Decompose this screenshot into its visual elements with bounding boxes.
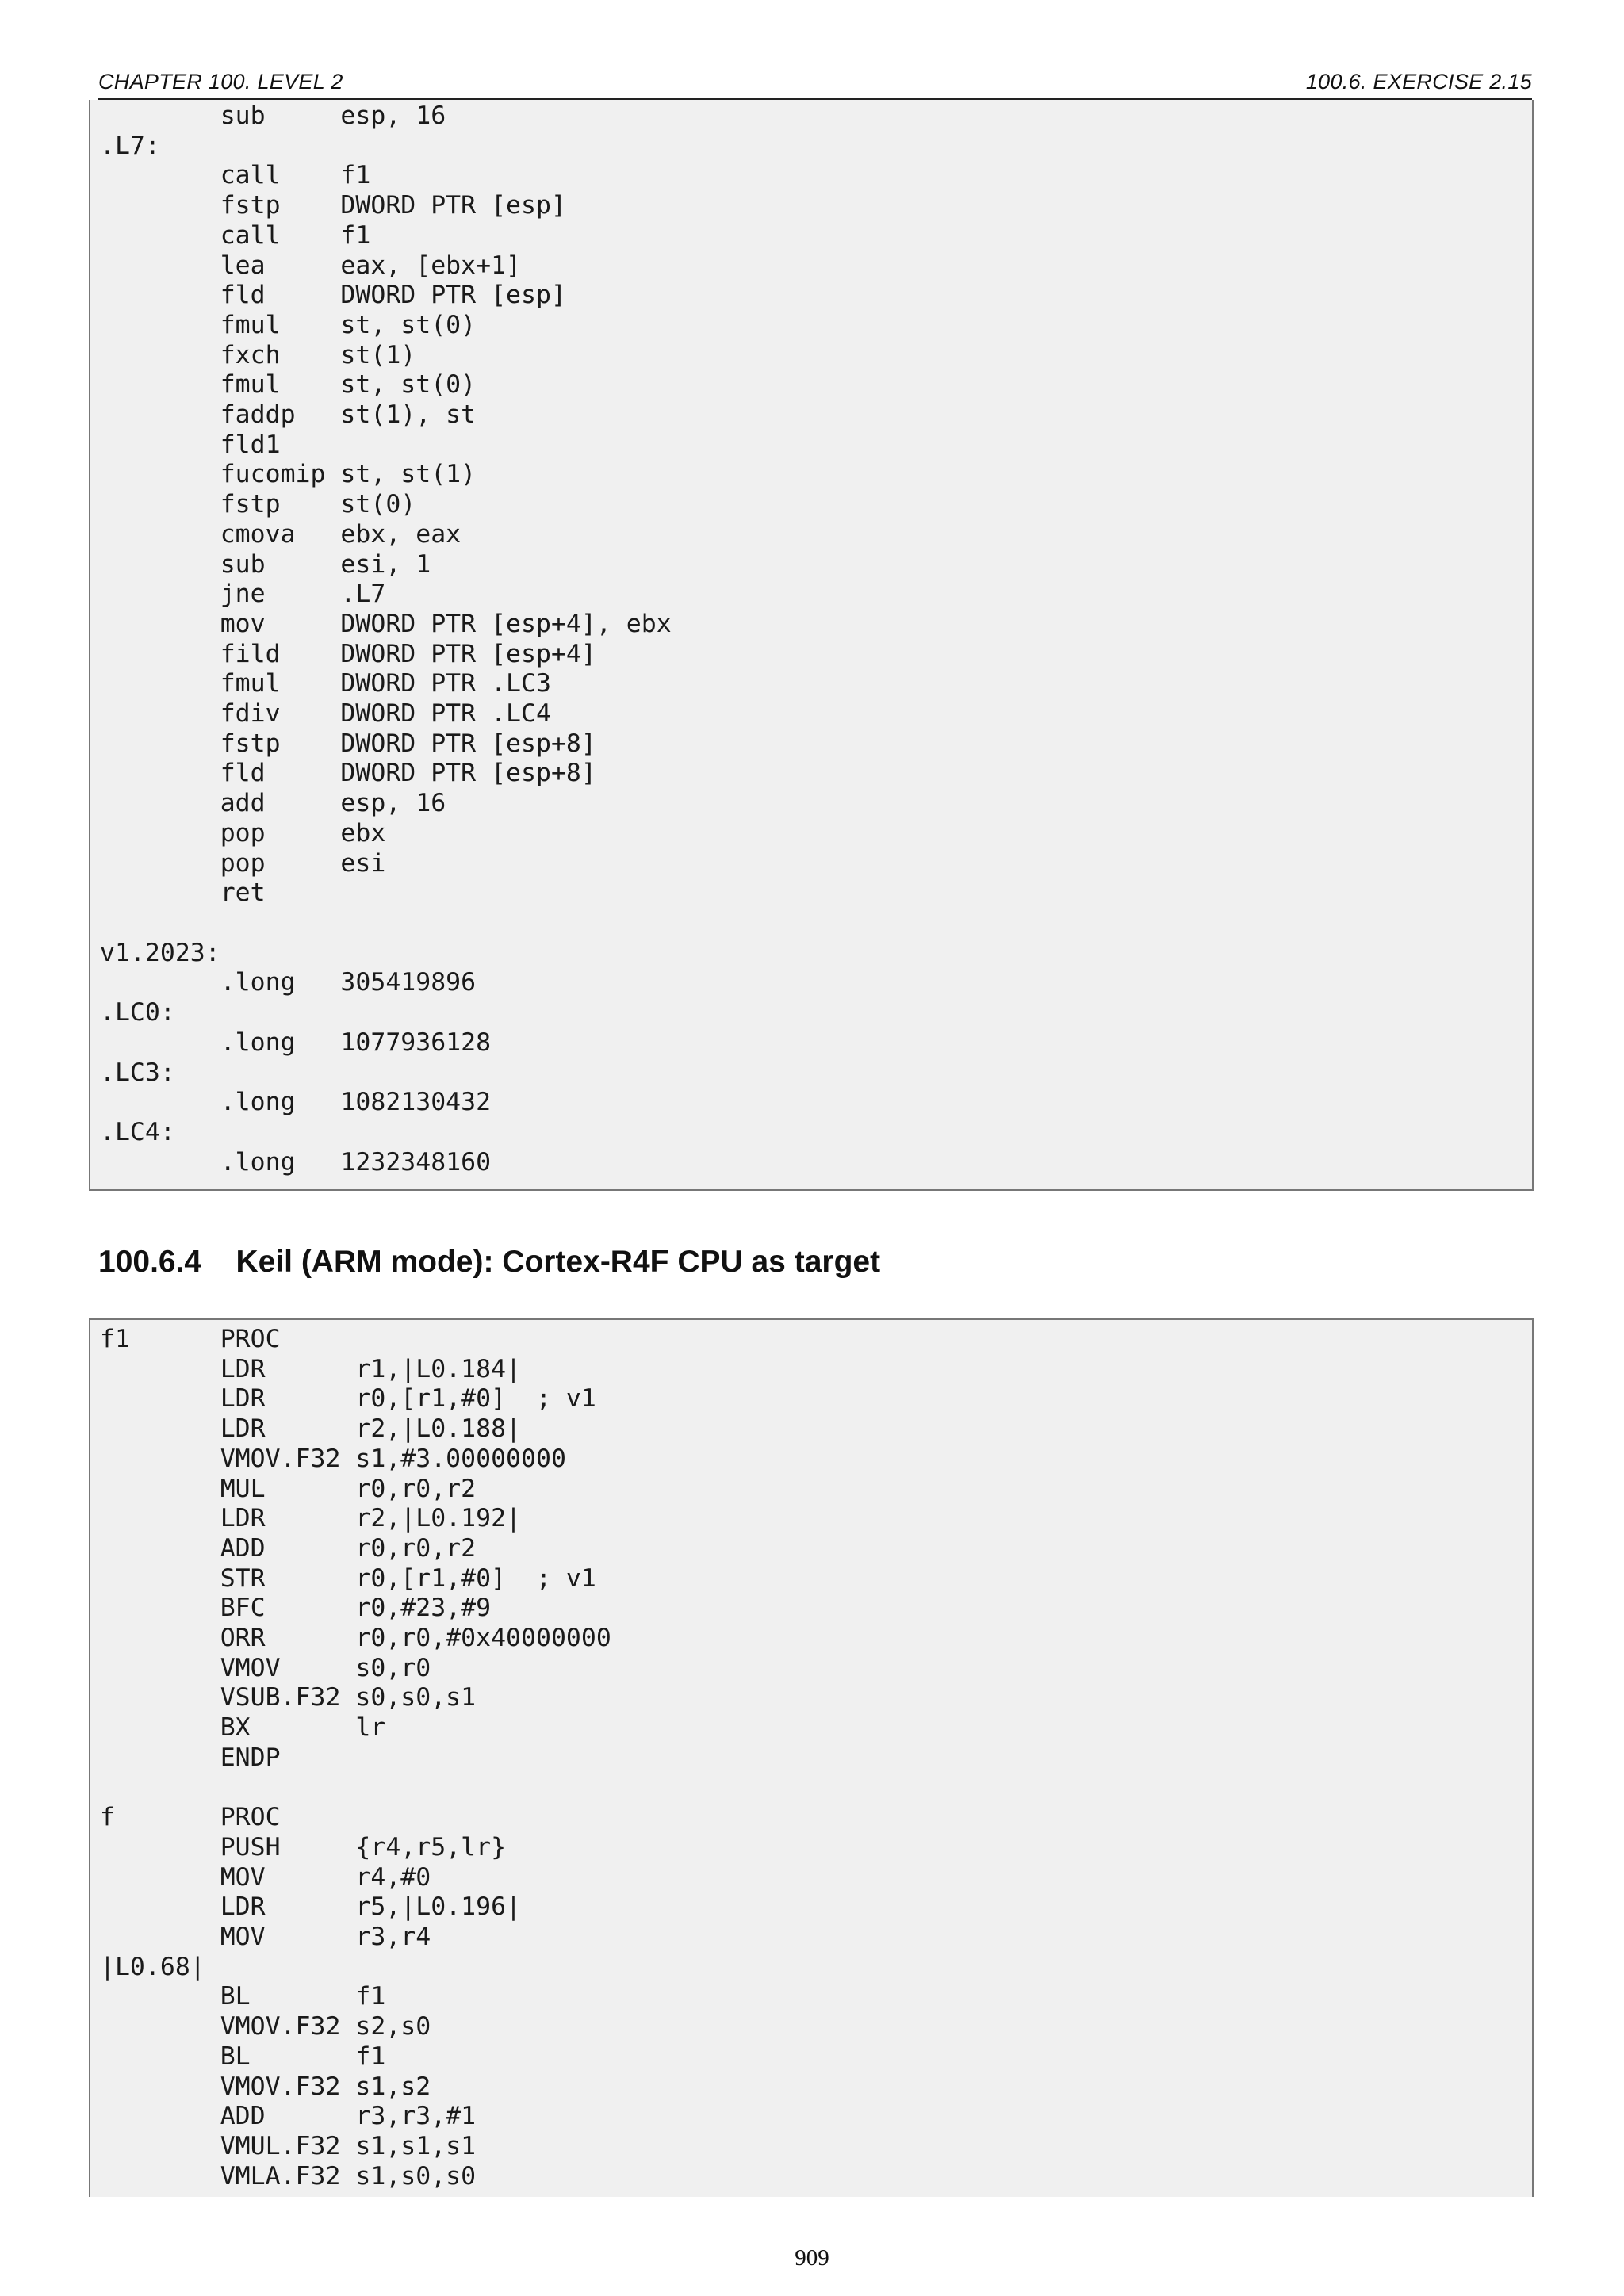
page-number: 909 <box>795 2245 829 2271</box>
code-listing-x86 <box>89 100 1534 1191</box>
running-header <box>98 67 1532 100</box>
section-heading: 100.6.4 Keil (ARM mode): Cortex-R4F CPU as target <box>98 1245 881 1279</box>
chapter-title: CHAPTER 100. LEVEL 2 <box>98 70 343 94</box>
code-listing-arm <box>89 1318 1534 2197</box>
code-listing-arm-text: f1 PROC LDR r1,|L0.184| LDR r0,[r1,#0] ; v1 LDR r2,|L0.188| VMOV.F32 s1,#3.00000000 MUL r0,r0,r2 LDR r2,|L0.192| ADD r0,r0,r2 STR r0,[r1,#0] ; v1 BFC r0,#23,#9 ORR r0,r0,#0x40000000 VMOV s0,r0 VSUB.F32 s0,s0,s1 BX lr ENDP f PROC PUSH {r4,r5,lr} MOV r4,#0 LDR r5,|L0.196| MOV r3,r4 |L0.68| BL f1 VMOV.F32 s2,s0 BL f1 VMOV.F32 s1,s2 ADD r3,r3,#1 VMUL.F32 s1,s1,s1 VMLA.F32 s1,s0,s0 <box>100 1325 611 2191</box>
section-title: 100.6. EXERCISE 2.15 <box>1305 70 1532 94</box>
code-listing-x86-text: sub esp, 16 .L7: call f1 fstp DWORD PTR [esp] call f1 lea eax, [ebx+1] fld DWORD PTR [esp] fmul st, st(0) fxch st(1) fmul st, st(0) faddp st(1), st fld1 fucomip st, st(1) fstp st(0) cmova ebx, eax sub esi, 1 jne .L7 mov DWORD PTR [esp+4], ebx fild DWORD PTR [esp+4] fmul DWORD PTR .LC3 fdiv DWORD PTR .LC4 fstp DWORD PTR [esp+8] fld DWORD PTR [esp+8] add esp, 16 pop ebx pop esi ret v1.2023: .long 305419896 .LC0: .long 1077936128 .LC3: .long 1082130432 .LC4: .long 1232348160 <box>100 101 672 1177</box>
